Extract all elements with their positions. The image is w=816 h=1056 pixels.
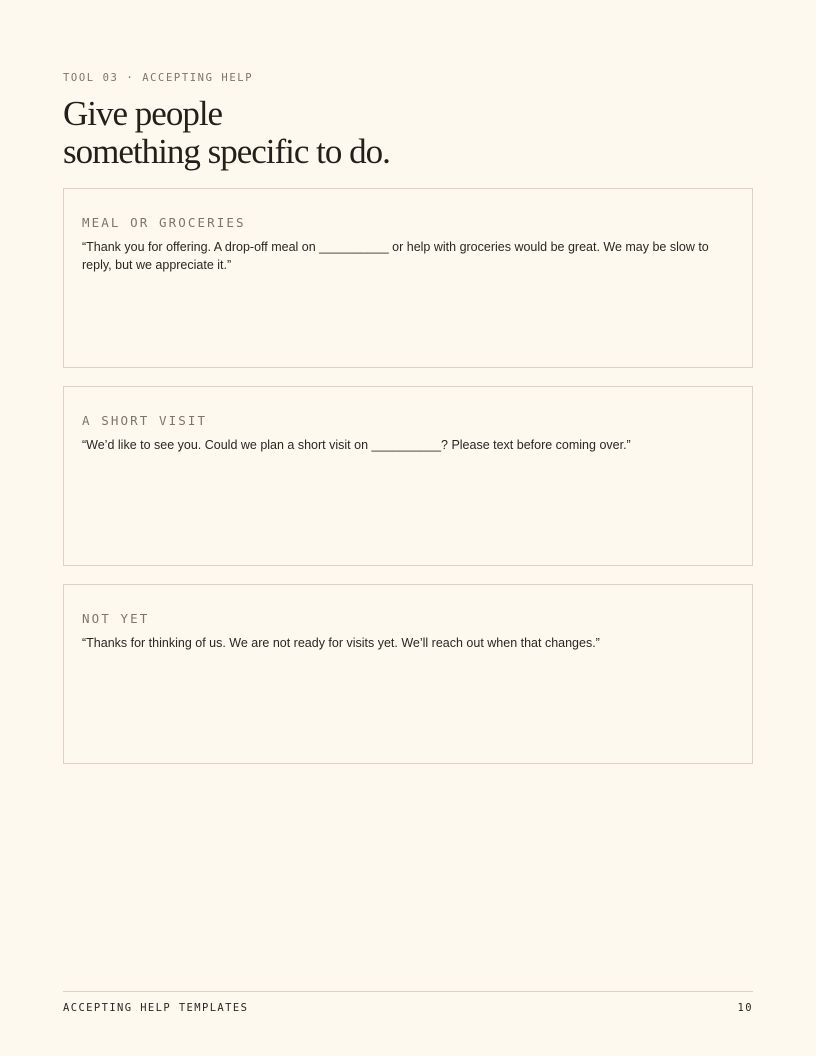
card-template-text: “Thanks for thinking of us. We are not ready for visits yet. We’ll reach out when that changes.” [82, 636, 600, 650]
card-heading: MEAL OR GROCERIES [82, 215, 246, 230]
footer-divider [63, 991, 753, 992]
page-title-line-1: Give people [63, 94, 223, 133]
footer-label: ACCEPTING HELP TEMPLATES [63, 1002, 249, 1014]
card-heading: NOT YET [82, 611, 150, 626]
page-title [63, 95, 753, 171]
card-heading: A SHORT VISIT [82, 413, 208, 428]
section-eyebrow: TOOL 03 · ACCEPTING HELP [63, 72, 254, 84]
page-number: 10 [737, 1002, 753, 1014]
template-card-not-yet [63, 584, 753, 764]
page-title-line-2: something specific to do. [63, 132, 390, 171]
template-card-visit [63, 386, 753, 566]
card-template-text: “We’d like to see you. Could we plan a short visit on __________? Please text before coming over.” [82, 438, 631, 452]
card-template-text: “Thank you for offering. A drop-off meal on __________ or help with groceries would be great. We may be slow to reply, but we appreciate it.” [82, 240, 709, 272]
template-card-meal [63, 188, 753, 368]
